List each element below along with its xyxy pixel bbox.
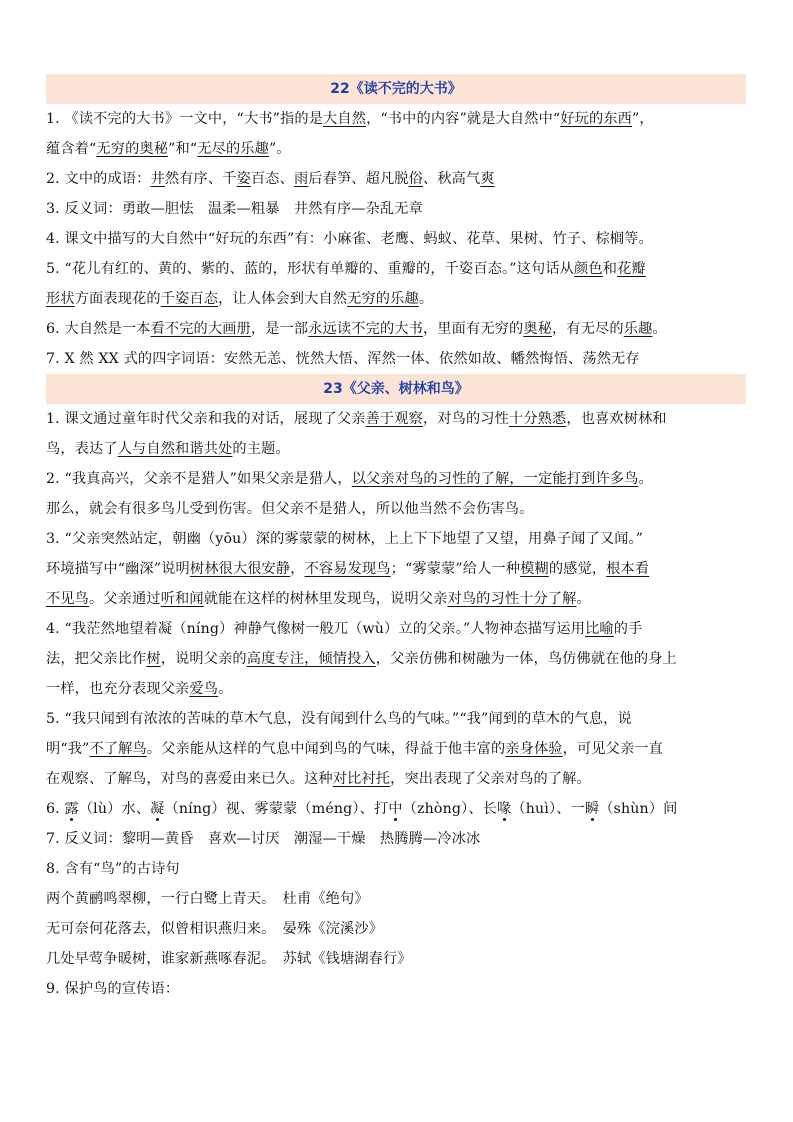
text-line xyxy=(46,284,746,314)
underlined-answer: 不见鸟 xyxy=(46,591,90,607)
text-line xyxy=(46,734,746,764)
text-run: ”。 xyxy=(268,141,291,157)
underlined-answer: 比喻 xyxy=(585,621,614,637)
text-run: 无可奈何花落去，似曾相识燕归来。 晏殊《浣溪沙》 xyxy=(46,921,384,937)
text-line xyxy=(46,674,746,704)
text-run: 5. “我只闻到有浓浓的苦味的草木气息，没有闻到什么鸟的气味。”“我”闻到的草木的气息，说 xyxy=(46,711,632,727)
text-line xyxy=(46,914,746,944)
text-run: 8. 含有“鸟”的古诗句 xyxy=(46,861,180,877)
underlined-answer: 高度专注，倾情投入 xyxy=(246,651,376,667)
text-run: ，里面有无穷的 xyxy=(422,321,524,337)
text-run: 6. xyxy=(46,801,65,817)
text-line xyxy=(46,164,746,194)
text-run: （shùn）间 xyxy=(599,801,678,817)
underlined-answer: 千姿百态 xyxy=(160,291,219,307)
text-line xyxy=(46,134,746,164)
text-run: 的主题。 xyxy=(232,441,290,457)
text-run: ；“雾蒙蒙”给人一种 xyxy=(390,561,521,577)
text-line xyxy=(46,344,746,374)
text-run: 7. 反义词：黎明—黄昏 喜欢—讨厌 潮湿—干燥 热腾腾—冷冰冰 xyxy=(46,831,481,847)
section-title: 23《父亲、树林和鸟》 xyxy=(46,374,746,404)
text-run: 。 xyxy=(418,291,434,307)
underlined-answer: 好玩的东西 xyxy=(560,111,633,127)
underlined-answer: 十分熟悉 xyxy=(508,411,567,427)
text-run: 4. 课文中描写的大自然中“好玩的东西”有：小麻雀、老鹰、蚂蚁、花草、果树、竹子、棕榈等。 xyxy=(46,231,653,247)
text-run: 4. “我茫然地望着凝（níng）神静气像树一般兀（wù）立的父亲。”人物神态描写运用 xyxy=(46,621,586,637)
text-run: 那么，就会有很多鸟儿受到伤害。但父亲不是猎人，所以他当然不会伤害鸟。 xyxy=(46,501,534,517)
underlined-answer: 看不完的大画册 xyxy=(150,321,251,337)
text-line xyxy=(46,104,746,134)
text-run: 。 xyxy=(218,681,233,697)
text-run: ，也喜欢树林和 xyxy=(566,411,667,427)
text-run: 后春笋、超凡脱 xyxy=(308,171,409,187)
text-run: 蕴含着“ xyxy=(46,141,97,157)
text-run: 。父亲能从这样的气息中闻到鸟的气味，得益于他丰富的 xyxy=(146,741,506,757)
text-line xyxy=(46,614,746,644)
text-run: 2. 文中的成语： xyxy=(46,171,151,187)
underlined-answer: 大自然 xyxy=(323,111,367,127)
text-run: ，可见父亲一直 xyxy=(562,741,664,757)
text-line xyxy=(46,554,746,584)
text-run: 。父亲通过 xyxy=(89,591,161,607)
dotted-character: 露 xyxy=(64,801,79,817)
underlined-answer: 对鸟的习性十分了解 xyxy=(447,591,577,607)
text-run: ，有无尽的 xyxy=(552,321,624,337)
text-line xyxy=(46,584,746,614)
text-line xyxy=(46,704,746,734)
text-run: ，说明父亲的 xyxy=(160,651,247,667)
text-run: （zhòng）、长 xyxy=(402,801,498,817)
underlined-answer: 花瓣 xyxy=(617,261,646,277)
text-run: 7. X 然 XX 式的四字词语：安然无恙、恍然大悟、浑然一体、依然如故、幡然悔悟、荡然无存 xyxy=(46,351,640,367)
text-run: ”， xyxy=(632,111,654,127)
underlined-answer: 无穷的乐趣 xyxy=(347,291,419,307)
text-run: ，“书中的内容”就是大自然中“ xyxy=(366,111,561,127)
text-line xyxy=(46,644,746,674)
underlined-answer: 善于观察 xyxy=(365,411,423,427)
text-run: 6. 大自然是一本 xyxy=(46,321,151,337)
text-line xyxy=(46,464,746,494)
text-line xyxy=(46,314,746,344)
section-title: 22《读不完的大书》 xyxy=(46,74,746,104)
underlined-answer: 颜色 xyxy=(574,261,603,277)
underlined-answer: 模糊 xyxy=(520,561,549,577)
text-run: （huì）、一 xyxy=(511,801,585,817)
underlined-answer: 乐趣 xyxy=(623,321,653,337)
text-run: 。 xyxy=(638,471,653,487)
dotted-character: 中 xyxy=(388,801,403,817)
underlined-answer: 无穷的奥秘 xyxy=(96,141,169,157)
text-line xyxy=(46,824,746,854)
dotted-character: 喙 xyxy=(497,801,512,817)
text-run: 的感觉， xyxy=(548,561,607,577)
text-run: （níng）视、雾蒙蒙（méng）、打 xyxy=(164,801,389,817)
underlined-answer: 井 xyxy=(150,171,165,187)
text-run: ，让人体会到大自然 xyxy=(218,291,348,307)
underlined-answer: 形状 xyxy=(46,291,75,307)
underlined-answer: 姿 xyxy=(236,171,251,187)
underlined-answer: 以父亲对鸟的习性的了解，一定能打到许多鸟 xyxy=(351,471,639,487)
underlined-answer: 爱鸟 xyxy=(189,681,219,697)
text-run: 环境描写中“幽深”说明 xyxy=(46,561,190,577)
text-run: 几处早莺争暖树，谁家新燕啄春泥。 苏轼《钱塘湖春行》 xyxy=(46,951,412,967)
text-run: 3. 反义词：勇敢—胆怯 温柔—粗暴 井然有序—杂乱无章 xyxy=(46,201,423,217)
text-run: 。 xyxy=(576,591,591,607)
underlined-answer: 人与自然和谐共处 xyxy=(117,441,233,457)
text-line xyxy=(46,854,746,884)
underlined-answer: 听和闻 xyxy=(160,591,204,607)
text-line xyxy=(46,524,746,554)
text-run: 5. “花儿有红的、黄的、紫的、蓝的，形状有单瓣的、重瓣的，千姿百态。”这句话从 xyxy=(46,261,575,277)
text-run: （lù）水、 xyxy=(78,801,151,817)
text-run: ”和“ xyxy=(168,141,198,157)
underlined-answer: 永远读不完的大书 xyxy=(308,321,423,337)
text-line xyxy=(46,434,746,464)
text-run: 一样，也充分表现父亲 xyxy=(46,681,190,697)
text-line xyxy=(46,974,746,1004)
text-line xyxy=(46,254,746,284)
text-run: 。 xyxy=(652,321,667,337)
text-run: 的手 xyxy=(613,621,643,637)
text-run: ，对鸟的习性 xyxy=(422,411,509,427)
text-run: 百态、 xyxy=(250,171,294,187)
text-run: ， xyxy=(290,561,305,577)
text-line xyxy=(46,884,746,914)
text-run: 方面表现花的 xyxy=(74,291,161,307)
underlined-answer: 爽 xyxy=(480,171,495,187)
text-run: ，是一部 xyxy=(250,321,309,337)
text-run: 1. 《读不完的大书》一文中，“大书”指的是 xyxy=(46,111,324,127)
text-run: 9. 保护鸟的宣传语： xyxy=(46,981,180,997)
underlined-answer: 亲身体验 xyxy=(505,741,563,757)
underlined-answer: 对比衬托 xyxy=(332,771,391,787)
text-run: ，父亲仿佛和树融为一体，鸟仿佛就在他的身上 xyxy=(375,651,677,667)
text-run: 然有序、千 xyxy=(164,171,237,187)
text-run: 明“我” xyxy=(46,741,90,757)
text-run: ，突出表现了父亲对鸟的了解。 xyxy=(390,771,591,787)
text-run: 就能在这样的树林里发现鸟，说明父亲 xyxy=(203,591,448,607)
underlined-answer: 雨 xyxy=(293,171,309,187)
document-page xyxy=(46,74,746,1004)
underlined-answer: 俗 xyxy=(408,171,423,187)
text-run: 在观察、了解鸟，对鸟的喜爱由来已久。这种 xyxy=(46,771,333,787)
text-run: 1. 课文通过童年时代父亲和我的对话，展现了父亲 xyxy=(46,411,366,427)
text-run: 3. “父亲突然站定，朝幽（yōu）深的雾蒙蒙的树林，上上下下地望了又望，用鼻子闻了又闻。” xyxy=(46,531,644,547)
underlined-answer: 树 xyxy=(146,651,161,667)
text-run: 2. “我真高兴，父亲不是猎人”如果父亲是猎人， xyxy=(46,471,352,487)
text-run: 鸟，表达了 xyxy=(46,441,118,457)
text-line xyxy=(46,404,746,434)
dotted-character: 凝 xyxy=(150,801,165,817)
underlined-answer: 不容易发现鸟 xyxy=(304,561,391,577)
underlined-answer: 奥秘 xyxy=(523,321,553,337)
text-line xyxy=(46,764,746,794)
underlined-answer: 根本看 xyxy=(606,561,650,577)
text-run: 、秋高气 xyxy=(423,171,481,187)
dotted-character: 瞬 xyxy=(584,801,600,817)
text-line xyxy=(46,224,746,254)
text-run: 和 xyxy=(602,261,618,277)
text-line xyxy=(46,794,746,824)
text-line xyxy=(46,194,746,224)
underlined-answer: 不了解鸟 xyxy=(89,741,147,757)
text-line xyxy=(46,944,746,974)
underlined-answer: 无尽的乐趣 xyxy=(197,141,269,157)
text-line xyxy=(46,494,746,524)
text-run: 两个黄鹂鸣翠柳，一行白鹭上青天。 杜甫《绝句》 xyxy=(46,891,369,907)
underlined-answer: 树林很大很安静 xyxy=(189,561,291,577)
text-run: 法，把父亲比作 xyxy=(46,651,147,667)
